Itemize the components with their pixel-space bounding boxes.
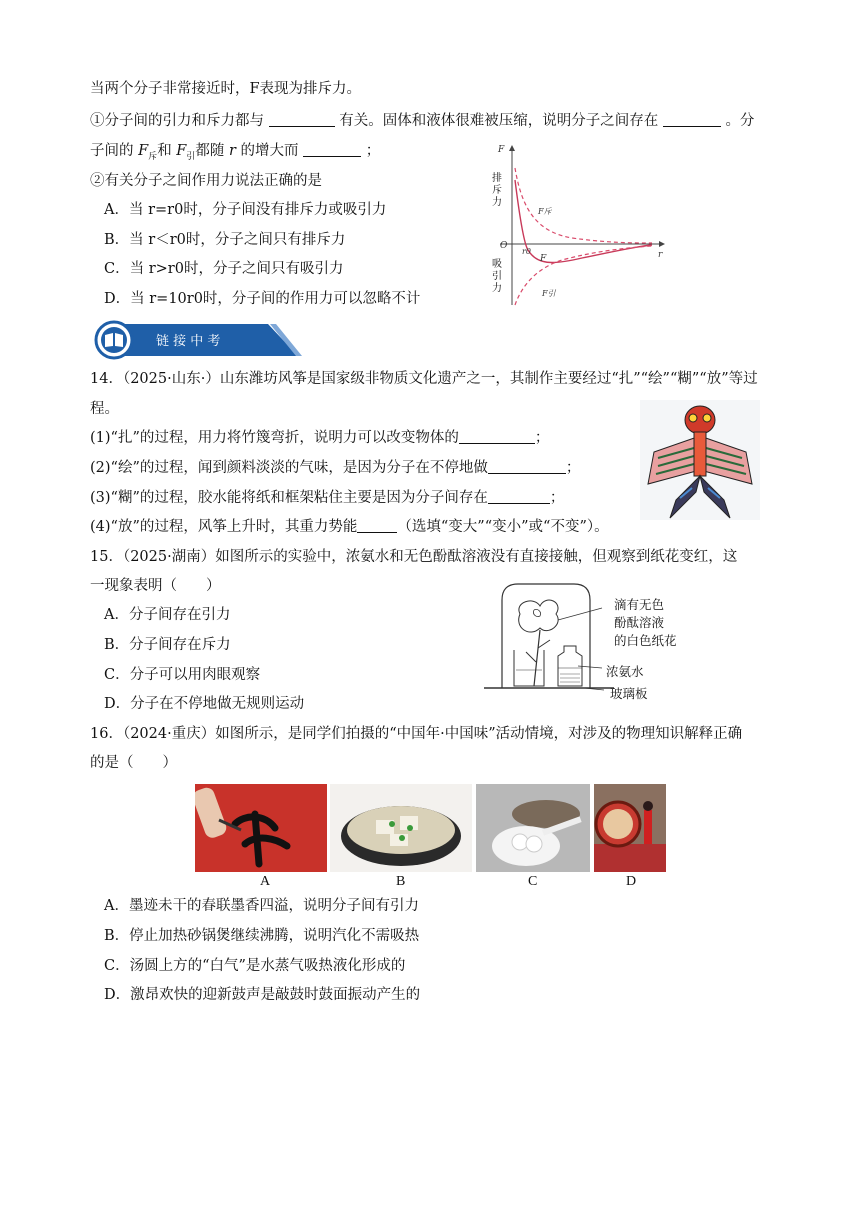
banner-title: 链 接 中 考 [156, 334, 221, 349]
q15-option-b[interactable]: B．分子间存在斥力 [104, 637, 231, 653]
q14-text: （选填“变大”“变小”或“不变”）。 [397, 519, 609, 535]
q13-text: 的增大而 [240, 143, 299, 159]
kite-image [640, 400, 760, 520]
q14-stem-cont: 程。 [90, 401, 119, 417]
q13-part1-line2: 子间的 $F_斥$和 $F_引$都随 r 的增大而 ； [90, 143, 381, 162]
q15-stem: 15．（2025·湖南）如图所示的实验中，浓氨水和无色酚酞溶液没有直接接触，但观察到纸花变红，这 [90, 549, 738, 565]
attraction-axis-label: 吸引力 [492, 259, 502, 294]
q14-item-2 [90, 458, 580, 478]
answer-blank[interactable] [663, 112, 721, 127]
q16-option-b[interactable]: B．停止加热砂锅煲继续沸腾，说明汽化不需吸热 [104, 928, 420, 944]
glass-plate-label: 玻璃板 [610, 687, 648, 701]
q13-option-b[interactable]: B．当 r＜r0时，分子之间只有排斥力 [104, 232, 346, 248]
q14-item-3 [90, 488, 564, 508]
q13-option-d[interactable]: D．当 r=10r0时，分子间的作用力可以忽略不计 [104, 291, 421, 307]
q13-text: ①分子间的引力和斥力都与 [90, 113, 264, 129]
r0-label: r0 [522, 247, 531, 256]
q16-option-d[interactable]: D．激昂欢快的迎新鼓声是敲鼓时鼓面振动产生的 [104, 987, 421, 1003]
q14-text: ； [549, 490, 565, 506]
q13-text: 都随 [195, 143, 225, 159]
label-line: 滴有无色 [614, 598, 665, 612]
answer-blank[interactable] [488, 459, 566, 474]
q14-text: (3)“糊”的过程，胶水能将纸和框架粘住主要是因为分子间存在 [90, 490, 488, 506]
q14-text: (4)“放”的过程，风筝上升时，其重力势能 [90, 519, 358, 535]
net-force-curve [515, 180, 652, 263]
photo-d-drum [594, 784, 666, 872]
q16-option-a[interactable]: A．墨迹未干的春联墨香四溢，说明分子间有引力 [104, 898, 419, 914]
q15-option-c[interactable]: C．分子可以用肉眼观察 [104, 667, 261, 683]
net-force-label: F [540, 254, 547, 264]
q15-option-a[interactable]: A．分子间存在引力 [104, 607, 231, 623]
answer-blank[interactable] [488, 489, 550, 504]
q15-option-d[interactable]: D．分子在不停地做无规则运动 [104, 696, 305, 712]
photo-b-claypot [330, 784, 472, 872]
ammonia-label: 浓氨水 [606, 665, 644, 679]
x-axis-label: r [658, 250, 663, 260]
q16-option-c[interactable]: C．汤圆上方的“白气”是水蒸气吸热液化形成的 [104, 958, 406, 974]
answer-blank[interactable] [357, 518, 397, 533]
q13-text: 子间的 [90, 143, 134, 159]
q14-item-1 [90, 428, 549, 448]
attraction-force-label: F引 [542, 289, 556, 298]
q13-text: 和 [157, 143, 172, 159]
section-banner [92, 320, 302, 360]
answer-blank[interactable] [459, 429, 535, 444]
label-line: 的白色纸花 [614, 634, 677, 648]
answer-blank[interactable] [269, 112, 335, 127]
q13-text: 。分 [725, 113, 755, 129]
paper-flower [519, 600, 558, 632]
q13-part1-line1 [90, 111, 754, 131]
intro-line: 当两个分子非常接近时，F表现为排斥力。 [90, 81, 362, 97]
flower-label [614, 596, 677, 650]
q14-stem: 14．（2025·山东·）山东潍坊风筝是国家级非物质文化遗产之一，其制作主要经过“扎”“绘”“糊”“放”等过 [90, 371, 758, 387]
q13-part2: ②有关分子之间作用力说法正确的是 [90, 173, 322, 189]
q15-stem-cont: 一现象表明（ ） [90, 578, 221, 594]
origin-label: O [500, 241, 508, 251]
photo-c-tangyuan [476, 784, 590, 872]
q16-stem-cont: 的是（ ） [90, 755, 177, 771]
repulsion-axis-label: 排斥力 [492, 173, 502, 208]
caption-a: A [260, 874, 271, 889]
repulsion-curve [515, 168, 652, 243]
q13-text: 有关。固体和液体很难被压缩，说明分子之间存在 [339, 113, 659, 129]
repulsion-force-label: F斥 [538, 207, 552, 216]
q14-text: (2)“绘”的过程，闻到颜料淡淡的气味，是因为分子在不停地做 [90, 460, 488, 476]
caption-b: B [396, 874, 406, 889]
q14-text: ； [534, 430, 550, 446]
q13-option-c[interactable]: C．当 r>r0时，分子之间只有吸引力 [104, 261, 344, 277]
q13-option-a[interactable]: A．当 r=r0时，分子间没有排斥力或吸引力 [104, 202, 387, 218]
q13-text: ； [365, 143, 381, 159]
q14-text: ； [565, 460, 581, 476]
photo-a-couplet [195, 784, 327, 872]
label-line: 酚酞溶液 [614, 616, 665, 630]
caption-d: D [626, 874, 637, 889]
experiment-diagram [484, 578, 614, 694]
q14-text: (1)“扎”的过程，用力将竹篾弯折，说明力可以改变物体的 [90, 430, 459, 446]
q14-item-4 [90, 517, 609, 537]
caption-c: C [528, 874, 538, 889]
bell-jar [502, 584, 590, 688]
force-distance-graph [482, 140, 672, 310]
y-axis-label: F [498, 145, 505, 155]
attraction-curve [515, 246, 652, 305]
q16-stem: 16．（2024·重庆）如图所示，是同学们拍摄的“中国年·中国味”活动情境，对涉及的物理知识解释正确 [90, 726, 743, 742]
answer-blank[interactable] [303, 142, 361, 157]
